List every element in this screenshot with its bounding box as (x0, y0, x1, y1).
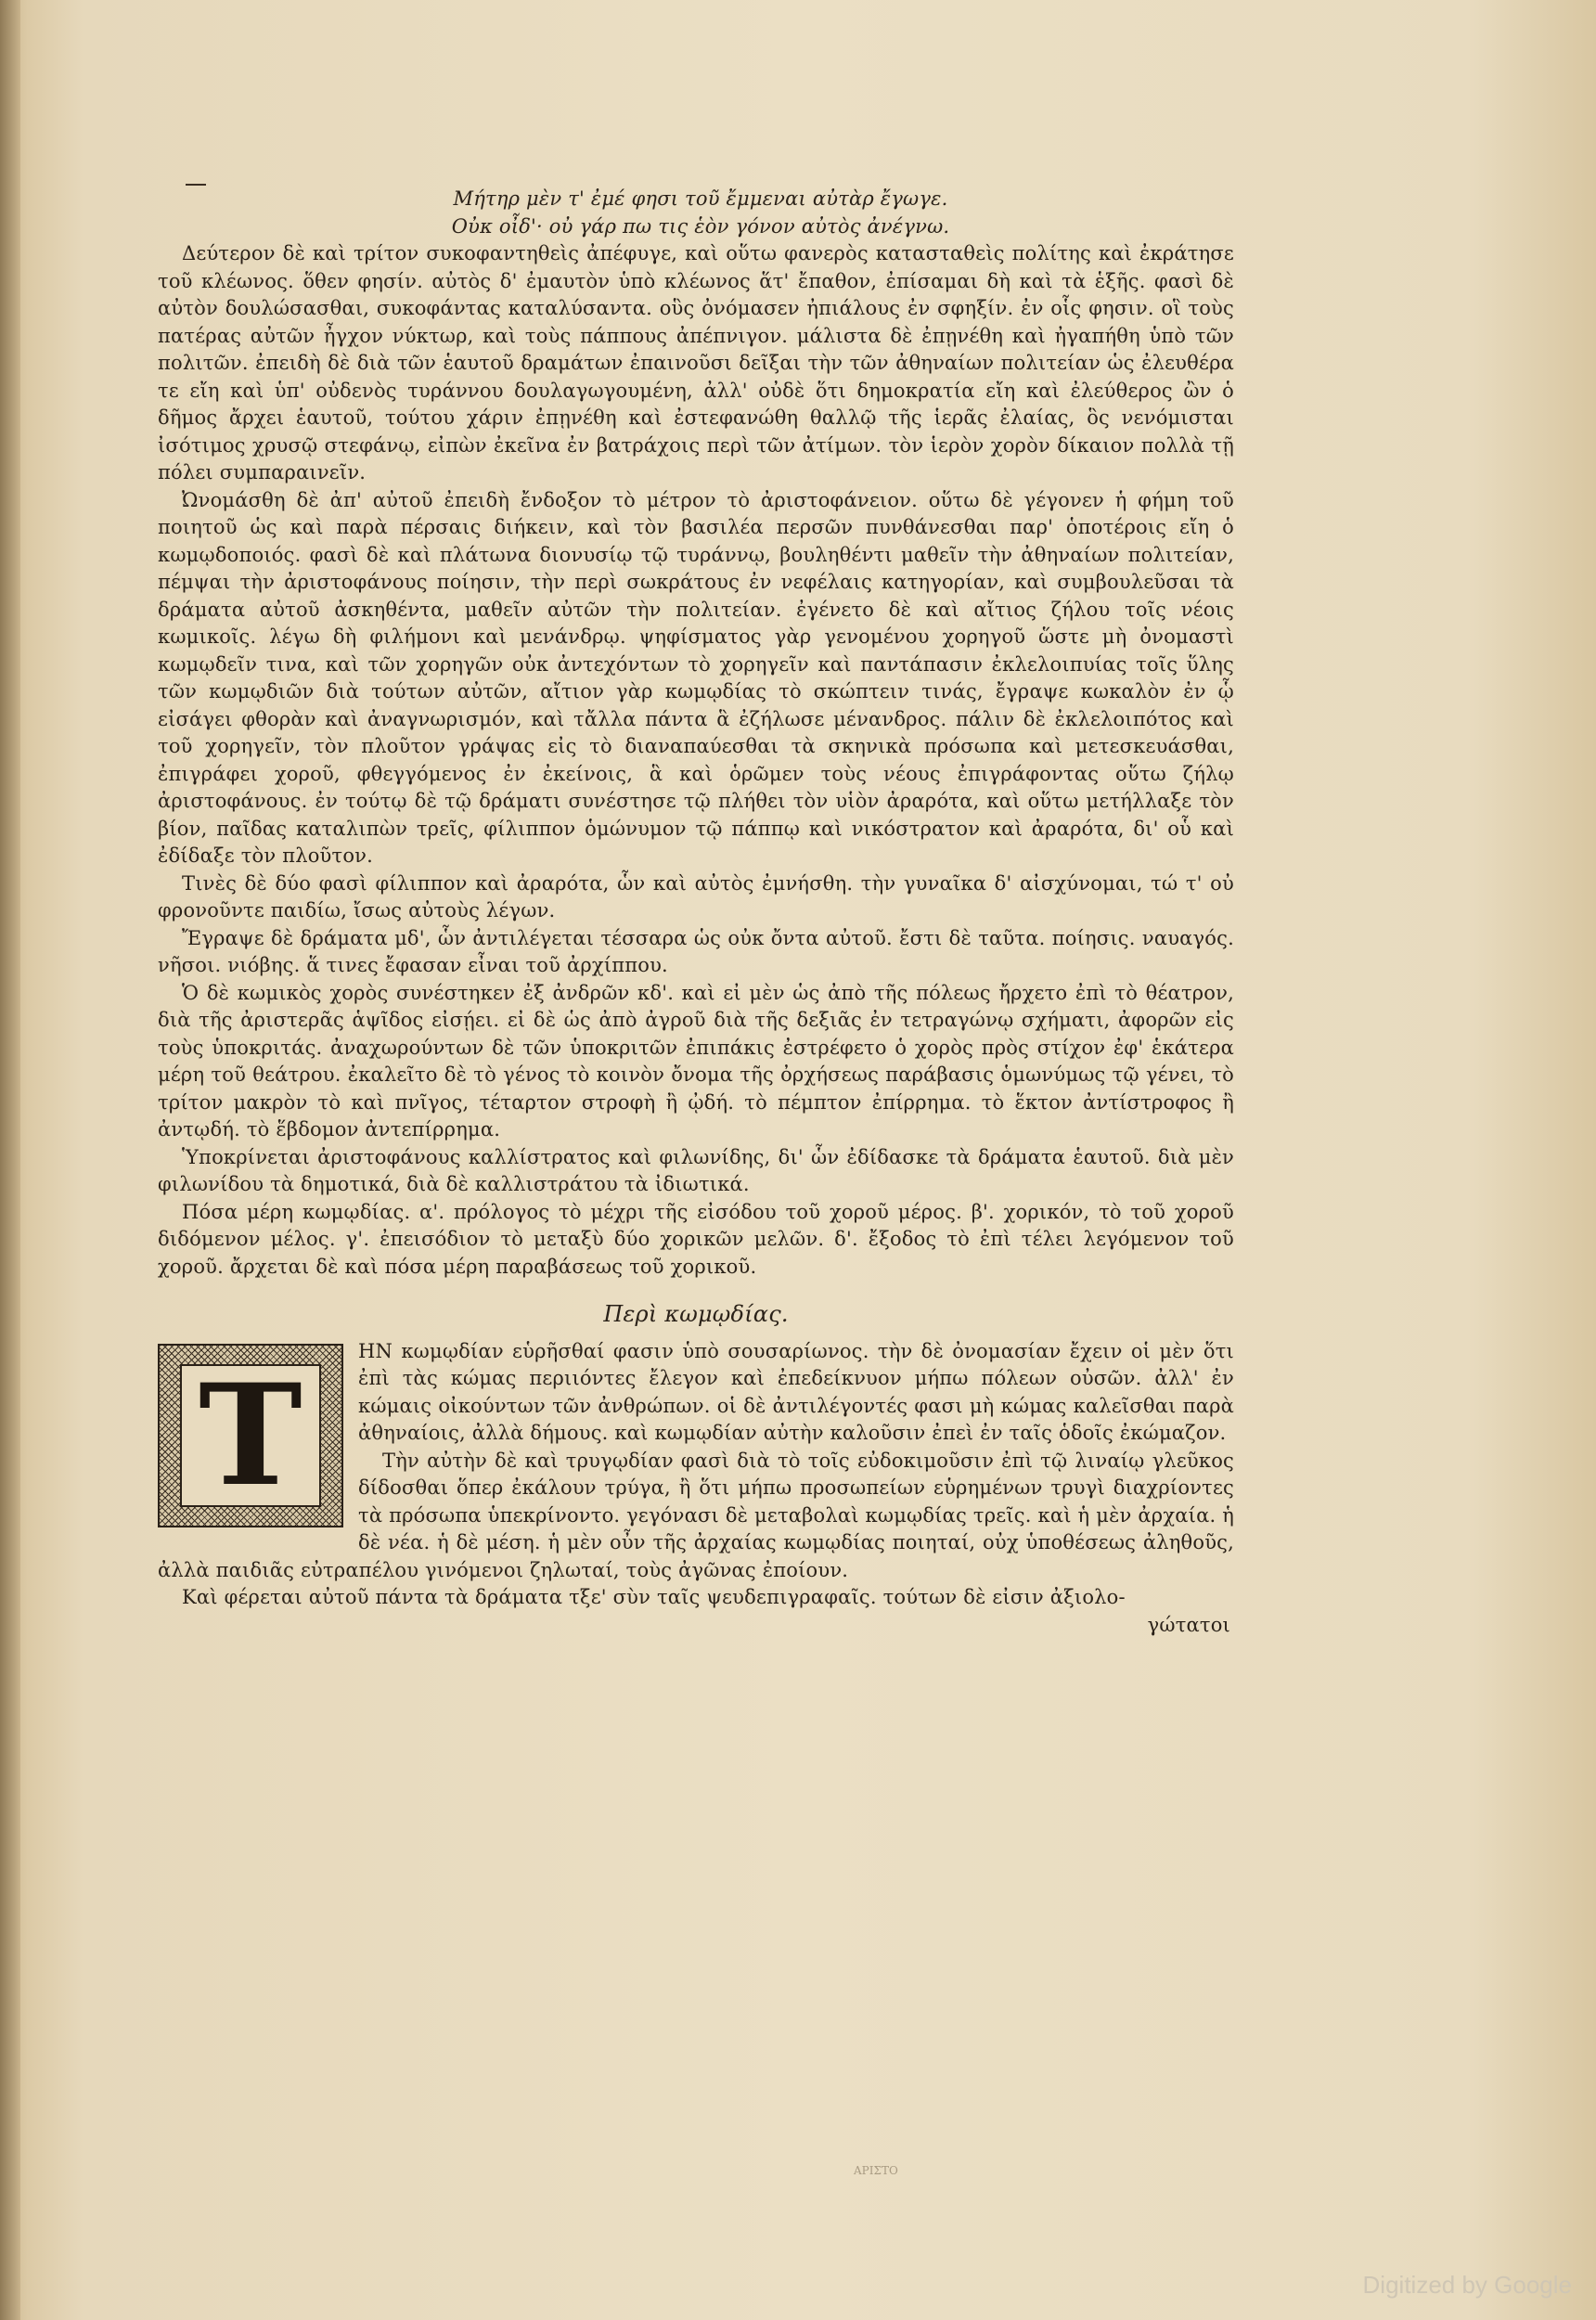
paragraph: Τινὲς δὲ δύο φασὶ φίλιππον καὶ ἀραρότα, ὧν καὶ αὐτὸς ἐμνήσθη. τὴν γυναῖκα δ' αἰσχύνομαι, τώ τ' οὐ φρονοῦντε παιδίω, ἴσως αὐτοὺς λέγων. (158, 871, 1234, 922)
section-title: Περὶ κωμῳδίας. (603, 1301, 789, 1327)
paragraph: Ὑποκρίνεται ἀριστοφάνους καλλίστρατος καὶ φιλωνίδης, δι' ὧν ἐδίδασκε τὰ δράματα ἑαυτοῦ. διὰ μὲν φιλωνίδου τὰ δημοτικά, διὰ δὲ καλλιστράτου τὰ ἰδιωτικά. (158, 1145, 1234, 1195)
verse-line-1: Μήτηρ μὲν τ' ἐμέ φησι τοῦ ἔμμεναι αὐτὰρ ἔγωγε. (453, 187, 948, 210)
book-spine (0, 0, 20, 2320)
paragraph: Τὴν αὐτὴν δὲ καὶ τρυγῳδίαν φασὶ διὰ τὸ τοῖς εὐδοκιμοῦσιν ἐπὶ τῷ λιναίῳ γλεῦκος δίδοσθαι ὅπερ ἐκάλουν τρύγα, ἢ ὅτι μήπω προσωπείων εὑρημένων τρυγὶ διαχρίοντες τὰ πρόσωπα ὑπεκρίνοντο. γεγόνασι δὲ μεταβολαὶ κωμῳδίας τρεῖς. καὶ ἡ μὲν ἀρχαία. ἡ δὲ νέα. ἡ δὲ μέση. ἡ μὲν οὖν τῆς ἀρχαίας κωμῳδίας ποιηταί, οὐχ ὑποθέσεως ἀληθοῦς, ἀλλὰ παιδιᾶς εὐτραπέλου γινόμενοι ζηλωταί, τοὺς ἀγῶνας ἐποίουν. (158, 1449, 1234, 1581)
verse-line-2: Οὐκ οἶδ'· οὐ γάρ πω τις ἑὸν γόνον αὐτὸς ἀνέγνω. (451, 214, 950, 238)
paragraph: Ὁ δὲ κωμικὸς χορὸς συνέστηκεν ἐξ ἀνδρῶν κδ'. καὶ εἰ μὲν ὡς ἀπὸ τῆς πόλεως ἤρχετο ἐπὶ τὸ θέατρον, διὰ τῆς ἀριστερᾶς ἁψῖδος εἰσῄει. εἰ δὲ ὡς ἀπὸ ἀγροῦ διὰ τῆς δεξιᾶς ἐν τετραγώνῳ σχήματι, ἀφορῶν εἰς τοὺς ὑποκριτάς. ἀναχωρούντων δὲ τῶν ὑποκριτῶν ἐπιπάκις ἐστρέφετο ὁ χορὸς πρὸς στίχον ἐφ' ἑκάτερα μέρη τοῦ θεάτρου. ἐκαλεῖτο δὲ τὸ γένος τὸ κοινὸν ὄνομα τῆς ὀρχήσεως παράβασις ὁμωνύμως τῷ γένει, τὸ τρίτον μακρὸν τὸ καὶ πνῖγος, τέταρτον στροφὴ ἢ ᾠδή. τὸ πέμπτον ἐπίρρημα. τὸ ἕκτον ἀντίστροφος ἢ ἀντῳδή. τὸ ἕβδομον ἀντεπίρρημα. (158, 981, 1234, 1141)
initial-letter: Τ (180, 1364, 321, 1507)
page-mark: ΑΡΙΣΤΟ (854, 2164, 898, 2177)
paragraph: ΗΝ κωμῳδίαν εὑρῆσθαί φασιν ὑπὸ σουσαρίωνος. τὴν δὲ ὀνομασίαν ἔχειν οἱ μὲν ὅτι ἐπὶ τὰς κώμας περιιόντες ἔλεγον καὶ ἐπεδείκνυον μήπω πόλεων οὐσῶν. ἀλλ' ἐν κώμαις οἰκούντων τῶν ἀνθρώπων. οἱ δὲ ἀντιλέγοντές φασι μὴ κώμας καλεῖσθαι παρὰ ἀθηναίοις, ἀλλὰ δήμους. καὶ κωμῳδίαν αὐτὴν καλοῦσιν ἐπεὶ ἐν ταῖς ὁδοῖς ἐκώμαζον. (358, 1339, 1234, 1444)
digitization-watermark: Digitized by Google (1362, 2271, 1572, 2299)
catchword: γώτατοι (1147, 1613, 1230, 1636)
paragraph: Καὶ φέρεται αὐτοῦ πάντα τὰ δράματα τξε' σὺν ταῖς ψευδεπιγραφαῖς. τούτων δὲ εἰσιν ἀξιολο- (182, 1586, 1126, 1608)
paragraph: Ὠνομάσθη δὲ ἀπ' αὐτοῦ ἐπειδὴ ἔνδοξον τὸ μέτρον τὸ ἀριστοφάνειον. οὕτω δὲ γέγονεν ἡ φήμη τοῦ ποιητοῦ ὡς καὶ παρὰ πέρσαις διήκειν, καὶ τὸν βασιλέα περσῶν πυνθάνεσθαι παρ' ὁποτέροις εἴη ὁ κωμῳδοποιός. φασὶ δὲ καὶ πλάτωνα διονυσίῳ τῷ τυράννῳ, βουληθέντι μαθεῖν τὴν ἀθηναίων πολιτείαν, πέμψαι τὴν ἀριστοφάνους ποίησιν, τὴν περὶ σωκράτους ἐν νεφέλαις κατηγορίαν, καὶ συμβουλεῦσαι τὰ δράματα αὐτοῦ ἀσκηθέντα, μαθεῖν αὐτῶν τὴν πολιτείαν. ἐγένετο δὲ καὶ αἴτιος ζήλου τοῖς νέοις κωμικοῖς. λέγω δὴ φιλήμονι καὶ μενάνδρῳ. ψηφίσματος γὰρ γενομένου χορηγοῦ ὥστε μὴ ὀνομαστὶ κωμῳδεῖν τινα, καὶ τῶν χορηγῶν οὐκ ἀντεχόντων τὸ χορηγεῖν καὶ παντάπασιν ἐκλελοιπυίας τοῖς ὕλης τῶν κωμῳδιῶν διὰ τούτων αὐτῶν, αἴτιον γὰρ κωμῳδίας τὸ σκώπτειν τινάς, ἔγραψε κωκαλὸν ἐν ᾧ εἰσάγει φθορὰν καὶ ἀναγνωρισμόν, καὶ τἄλλα πάντα ἃ ἐζήλωσε μένανδρος. πάλιν δὲ ἐκλελοιπότος καὶ τοῦ χορηγεῖν, τὸν πλοῦτον γράψας εἰς τὸ διαναπαύεσθαι τὰ σκηνικὰ πρόσωπα καὶ μετεσκευάσθαι, ἐπιγράφει χοροῦ, φθεγγόμενος ἐν ἐκείνοις, ἃ καὶ ὁρῶμεν τοὺς νέους ἐπιγράφοντας οὕτω ζήλῳ ἀριστοφάνους. ἐν τούτῳ δὲ τῷ δράματι συνέστησε τῷ πλήθει τὸν υἱὸν ἀραρότα, καὶ οὕτω μετήλλαξε τὸν βίον, παῖδας καταλιπὼν τρεῖς, φίλιππον ὁμώνυμον τῷ πάππῳ καὶ νικόστρατον καὶ ἀραρότα, δι' οὗ καὶ ἐδίδαξε τὸν πλοῦτον. (158, 488, 1234, 867)
decorated-initial (158, 1344, 343, 1527)
paragraph: Ἔγραψε δὲ δράματα μδ', ὧν ἀντιλέγεται τέσσαρα ὡς οὐκ ὄντα αὐτοῦ. ἔστι δὲ ταῦτα. ποίησις. ναυαγός. νῆσοι. νιόβης. ἅ τινες ἔφασαν εἶναι τοῦ ἀρχίππου. (158, 926, 1234, 976)
paragraph: Πόσα μέρη κωμῳδίας. α'. πρόλογος τὸ μέχρι τῆς εἰσόδου τοῦ χοροῦ μέρος. β'. χορικόν, τὸ τοῦ χοροῦ διδόμενον μέλος. γ'. ἐπεισόδιον τὸ μεταξὺ δύο χορικῶν μελῶν. δ'. ἔξοδος τὸ ἐπὶ τέλει λεγόμενον τοῦ χοροῦ. ἄρχεται δὲ καὶ πόσα μέρη παραβάσεως τοῦ χορικοῦ. (158, 1200, 1234, 1278)
text-block (158, 186, 1234, 1639)
paragraph: Δεύτερον δὲ καὶ τρίτον συκοφαντηθεὶς ἀπέφυγε, καὶ οὕτω φανερὸς κατασταθεὶς πολίτης καὶ ἐκράτησε τοῦ κλέωνος. ὅθεν φησίν. αὐτὸς δ' ἐμαυτὸν ὑπὸ κλέωνος ἅτ' ἔπαθον, ἐπίσαμαι δὴ καὶ τὰ ἑξῆς. φασὶ δὲ αὐτὸν δουλώσασθαι, συκοφάντας καταλύσαντα. οὓς ὀνόμασεν ἠπιάλους ἐν σφηξίν. ἐν οἷς φησιν. οἳ τοὺς πατέρας αὐτῶν ἦγχον νύκτωρ, καὶ τοὺς πάππους ἀπέπνιγον. μάλιστα δὲ ἐπῃνέθη καὶ ἠγαπήθη ὑπὸ τῶν πολιτῶν. ἐπειδὴ δὲ διὰ τῶν ἑαυτοῦ δραμάτων ἐπαινοῦσι δεῖξαι τὴν τῶν ἀθηναίων πολιτείαν ὡς ἐλευθέρα τε εἴη καὶ ὑπ' οὐδενὸς τυράννου δουλαγωγουμένη, ἀλλ' οὐδὲ ὅτι δημοκρατία εἴη καὶ ἐλεύθερος ὢν ὁ δῆμος ἄρχει ἑαυτοῦ, τούτου χάριν ἐπῃνέθη καὶ ἐστεφανώθη θαλλῷ τῆς ἱερᾶς ἐλαίας, ὃς νενόμισται ἰσότιμος χρυσῷ στεφάνῳ, εἰπὼν ἐκεῖνα ἐν βατράχοις περὶ τῶν ἀτίμων. τὸν ἱερὸν χορὸν δίκαιον πολλὰ τῇ πόλει συμπαραινεῖν. (158, 242, 1234, 483)
